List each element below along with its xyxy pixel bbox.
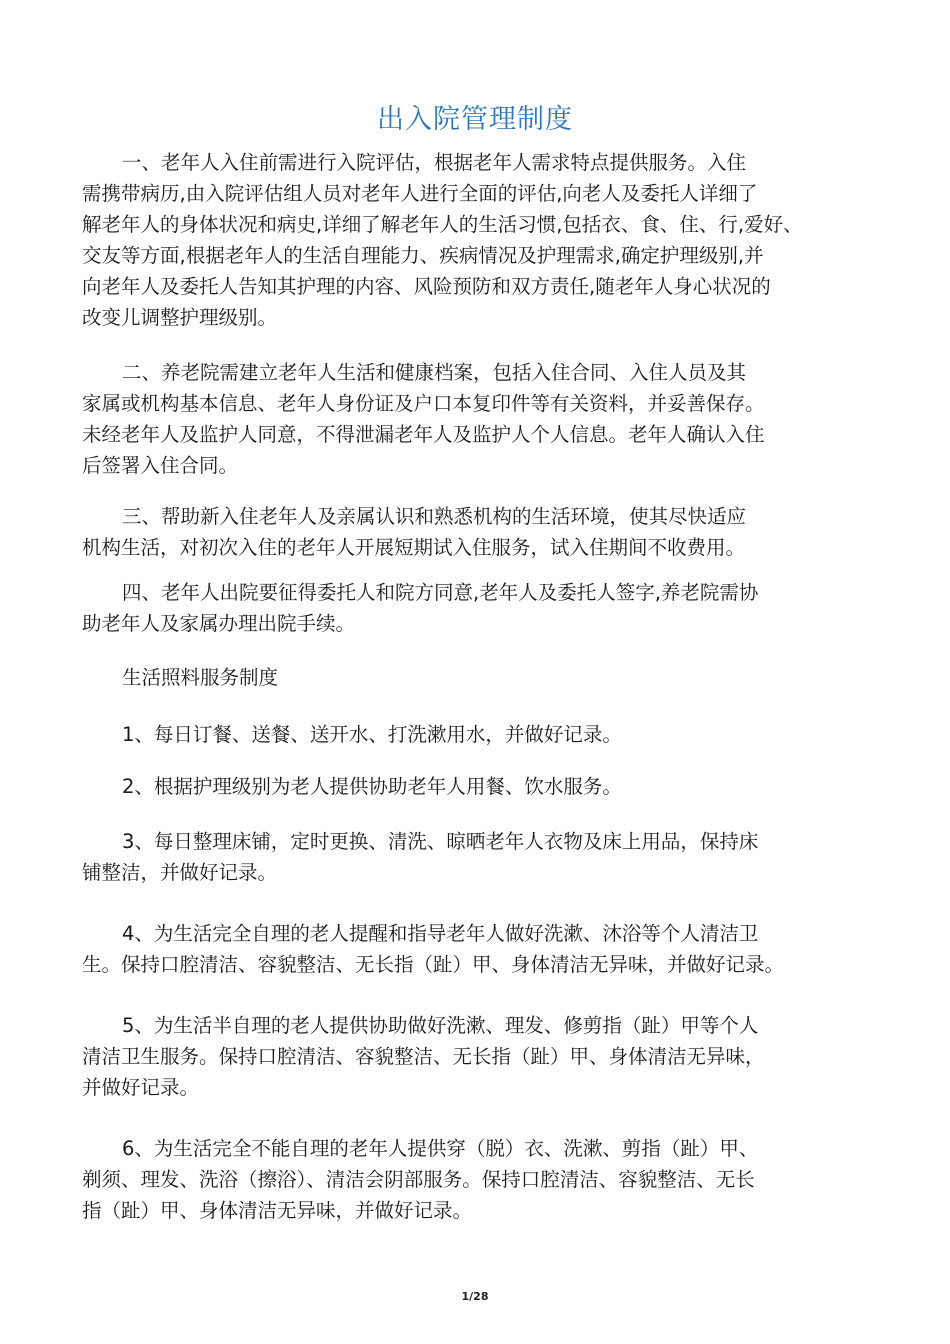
list-item-line: 清洁卫生服务。保持口腔清洁、容貌整洁、无长指（趾）甲、身体清洁无异味， — [82, 1045, 765, 1068]
list-item — [82, 1010, 882, 1103]
section-subheading — [82, 662, 882, 693]
paragraph-orientation — [82, 501, 882, 563]
subheading-text: 生活照料服务制度 — [122, 666, 279, 689]
paragraph-line: 向老年人及委托人告知其护理的内容、风险预防和双方责任,随老年人身心状况的 — [82, 275, 771, 298]
list-item-line: 1、每日订餐、送餐、送开水、打洗漱用水，并做好记录。 — [122, 723, 622, 746]
paragraph-line: 后签署入住合同。 — [82, 454, 239, 477]
paragraph-line: 交友等方面,根据老年人的生活自理能力、疾病情况及护理需求,确定护理级别,并 — [82, 244, 764, 267]
paragraph-line: 三、帮助新入住老年人及亲属认识和熟悉机构的生活环境，使其尽快适应 — [122, 505, 747, 528]
paragraph-line: 解老年人的身体状况和病史,详细了解老年人的生活习惯,包括衣、食、住、行,爱好、 — [82, 213, 803, 236]
list-item-line: 6、为生活完全不能自理的老年人提供穿（脱）衣、洗漱、剪指（趾）甲、 — [122, 1137, 759, 1160]
list-item-line: 3、每日整理床铺，定时更换、清洗、晾晒老年人衣物及床上用品，保持床 — [122, 830, 759, 853]
list-item — [82, 1133, 882, 1226]
list-item — [82, 826, 882, 888]
paragraph-admission-assessment — [82, 147, 882, 333]
list-item — [82, 918, 882, 980]
paragraph-line: 需携带病历,由入院评估组人员对老年人进行全面的评估,向老人及委托人详细了 — [82, 182, 758, 205]
paragraph-line: 一、老年人入住前需进行入院评估，根据老年人需求特点提供服务。入住 — [122, 151, 747, 174]
list-item-line: 4、为生活完全自理的老人提醒和指导老年人做好洗漱、沐浴等个人清洁卫 — [122, 922, 759, 945]
paragraph-line: 四、老年人出院要征得委托人和院方同意,老年人及委托人签字,养老院需协 — [122, 581, 759, 604]
document-title: 出入院管理制度 — [377, 104, 573, 135]
list-item-line: 生。保持口腔清洁、容貌整洁、无长指（趾）甲、身体清洁无异味，并做好记录。 — [82, 953, 785, 976]
paragraph-line: 家属或机构基本信息、老年人身份证及户口本复印件等有关资料，并妥善保存。 — [82, 392, 765, 415]
list-item — [82, 719, 882, 750]
page-number: 1/28 — [461, 1290, 489, 1303]
list-item-line: 5、为生活半自理的老人提供协助做好洗漱、理发、修剪指（趾）甲等个人 — [122, 1014, 759, 1037]
list-item-line: 剃须、理发、洗浴（擦浴）、清洁会阴部服务。保持口腔清洁、容貌整洁、无长 — [82, 1168, 755, 1191]
paragraph-line: 未经老年人及监护人同意，不得泄漏老年人及监护人个人信息。老年人确认入住 — [82, 423, 765, 446]
paragraph-line: 助老年人及家属办理出院手续。 — [82, 612, 356, 635]
list-item-line: 铺整洁，并做好记录。 — [82, 861, 278, 884]
paragraph-line: 机构生活，对初次入住的老年人开展短期试入住服务，试入住期间不收费用。 — [82, 536, 746, 559]
paragraph-line: 二、养老院需建立老年人生活和健康档案，包括入住合同、入住人员及其 — [122, 361, 747, 384]
paragraph-discharge — [82, 577, 882, 639]
list-item-line: 2、根据护理级别为老人提供协助老年人用餐、饮水服务。 — [122, 775, 622, 798]
list-item-line: 并做好记录。 — [82, 1076, 200, 1099]
list-item-line: 指（趾）甲、身体清洁无异味，并做好记录。 — [82, 1199, 473, 1222]
paragraph-line: 改变儿调整护理级别。 — [82, 306, 278, 329]
list-item — [82, 771, 882, 802]
paragraph-health-records — [82, 357, 882, 481]
